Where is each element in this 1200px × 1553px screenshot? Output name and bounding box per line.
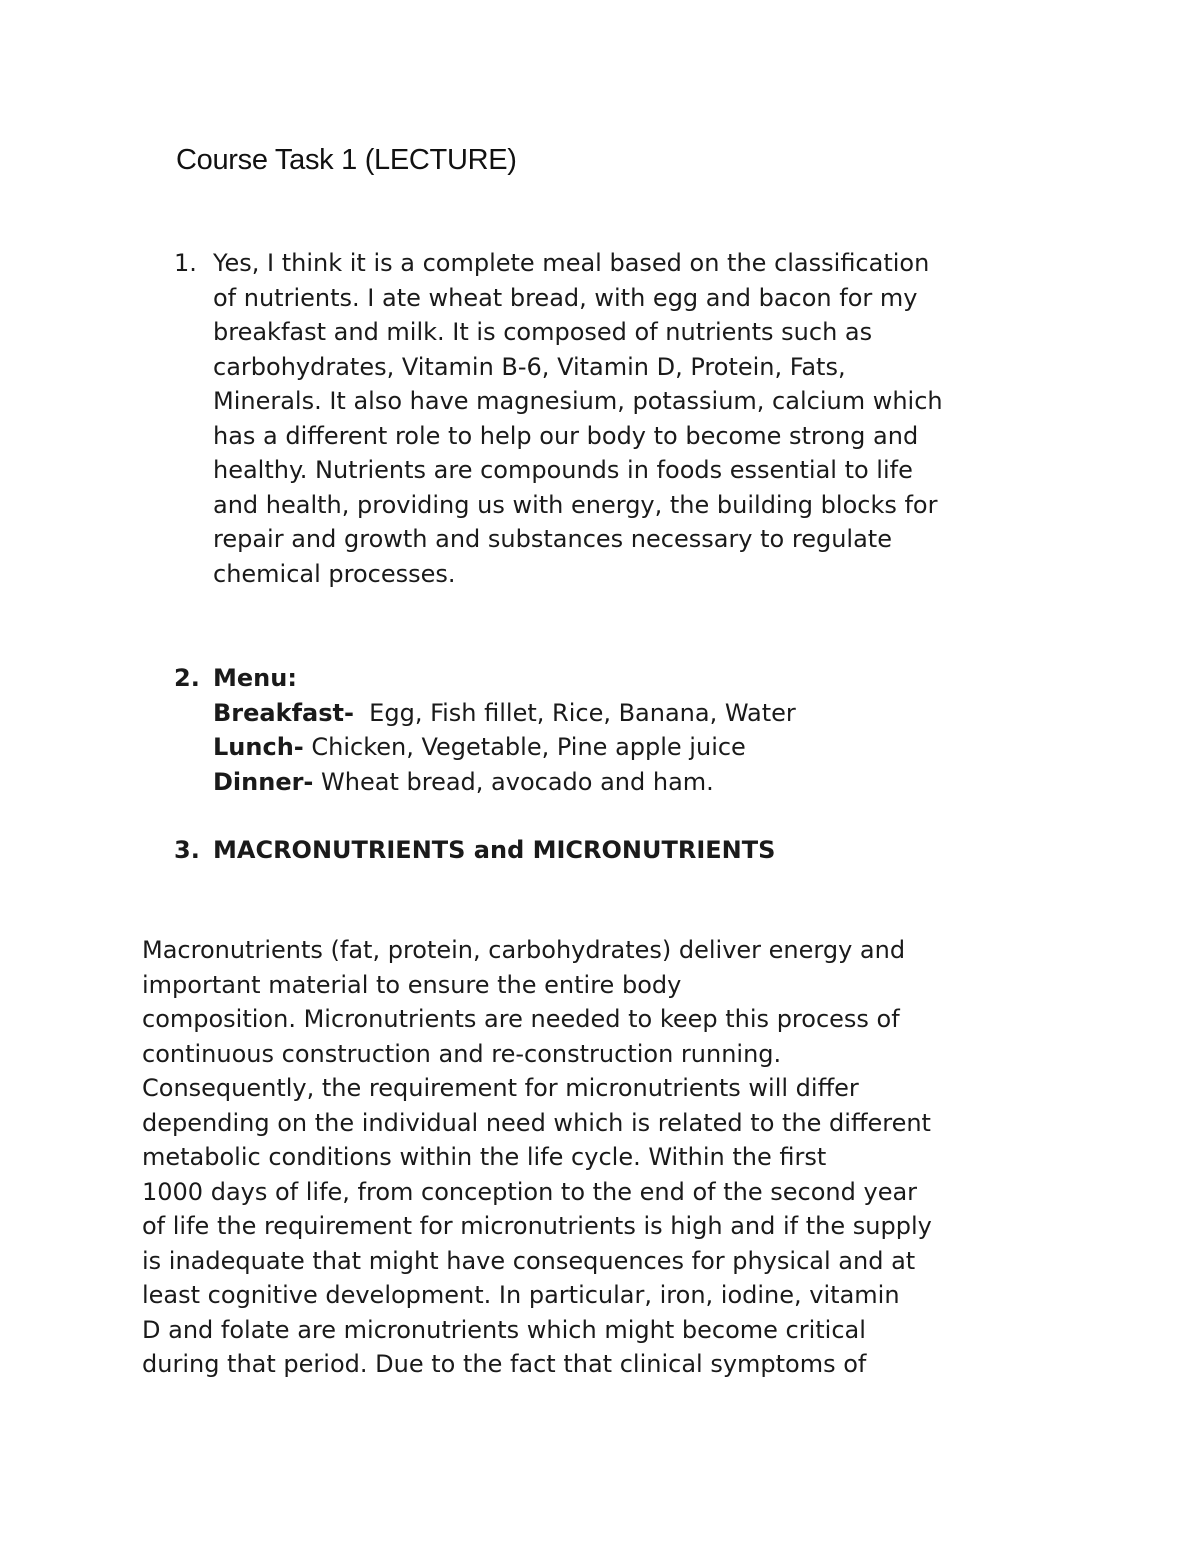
menu-breakfast [213, 696, 1073, 731]
text-line: important material to ensure the entire body [142, 970, 682, 999]
menu-heading: Menu: [213, 664, 297, 692]
text-line: is inadequate that might have consequences for physical and at [142, 1246, 916, 1275]
meal-label: Dinner- [213, 767, 314, 796]
text-line: during that period. Due to the fact that clinical symptoms of [142, 1350, 867, 1378]
document-title: Course Task 1 (LECTURE) [176, 144, 517, 176]
text-line: healthy. Nutrients are compounds in foods essential to life [213, 456, 913, 484]
meal-text: Chicken, Vegetable, Pine apple juice [303, 733, 746, 761]
text-line: Macronutrients (fat, protein, carbohydrates) deliver energy and [142, 936, 906, 964]
text-line: metabolic conditions within the life cycle. Within the first [142, 1143, 827, 1171]
meal-text: Egg, Fish fillet, Rice, Banana, Water [353, 698, 796, 727]
meal-text: Wheat bread, avocado and ham. [313, 767, 714, 796]
text-line: has a different role to help our body to become strong and [213, 421, 919, 450]
menu-dinner [213, 765, 1073, 800]
text-line: D and folate are micronutrients which might become critical [142, 1315, 866, 1344]
text-line: least cognitive development. In particular, iron, iodine, vitamin [142, 1281, 900, 1309]
text-line: breakfast and milk. It is composed of nutrients such as [213, 318, 873, 346]
text-line: depending on the individual need which is related to the different [142, 1108, 931, 1137]
menu-lunch [213, 730, 1073, 765]
text-line: 1000 days of life, from conception to the end of the second year [142, 1177, 918, 1206]
list-item-1-text [213, 246, 1073, 591]
body-paragraph [142, 933, 1082, 1382]
list-number: 2. [174, 664, 200, 692]
section-heading: MACRONUTRIENTS and MICRONUTRIENTS [213, 836, 776, 864]
text-line: of life the requirement for micronutrients is high and if the supply [142, 1212, 932, 1240]
list-number: 1. [174, 249, 197, 277]
menu-block [213, 661, 1073, 799]
list-number: 3. [174, 836, 200, 864]
meal-label: Breakfast- [213, 698, 354, 727]
text-line: composition. Micronutrients are needed to keep this process of [142, 1005, 900, 1033]
section-heading-wrap [213, 833, 1073, 868]
text-line: of nutrients. I ate wheat bread, with egg and bacon for my [213, 283, 918, 312]
text-line: continuous construction and re-construction running. [142, 1039, 782, 1068]
text-line: and health, providing us with energy, the building blocks for [213, 490, 938, 519]
text-line: Minerals. It also have magnesium, potassium, calcium which [213, 387, 943, 415]
text-line: carbohydrates, Vitamin B-6, Vitamin D, Protein, Fats, [213, 352, 846, 381]
meal-label: Lunch- [213, 733, 304, 761]
text-line: Yes, I think it is a complete meal based on the classification [213, 249, 930, 277]
text-line: chemical processes. [213, 559, 456, 588]
text-line: Consequently, the requirement for micronutrients will differ [142, 1074, 859, 1102]
text-line: repair and growth and substances necessary to regulate [213, 525, 892, 553]
